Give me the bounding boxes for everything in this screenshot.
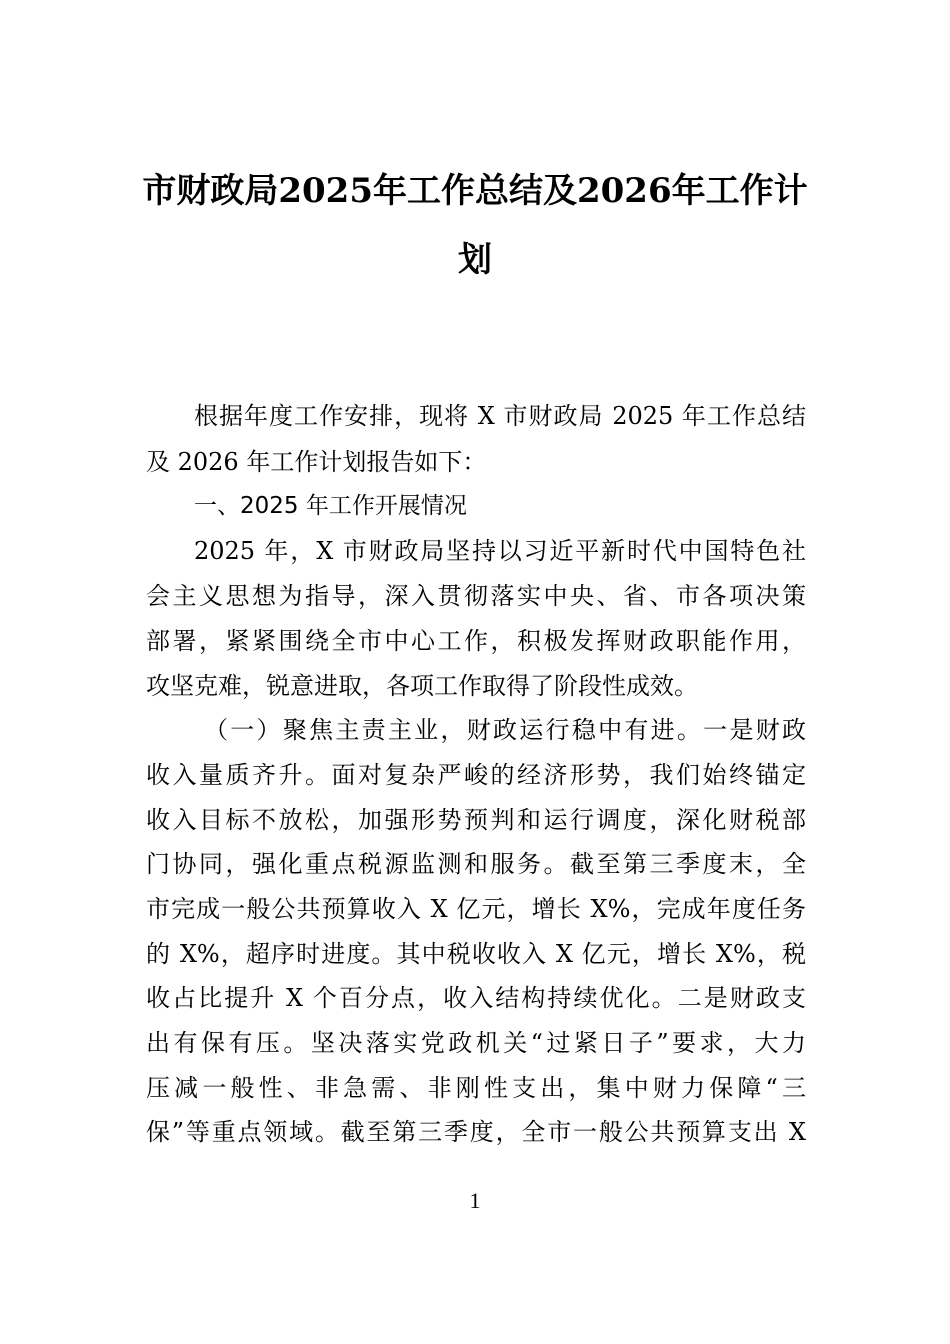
document-title-line-2: 划 (458, 240, 492, 280)
subsection1-paragraph-line-3: 收入目标不放松，加强形势预判和运行调度，深化财税部 (146, 806, 806, 834)
subsection1-paragraph-line-2: 收入量质齐升。面对复杂严峻的经济形势，我们始终锚定 (146, 761, 806, 789)
subsection1-paragraph-line-5: 市完成一般公共预算收入 X 亿元，增长 X%，完成年度任务 (146, 895, 806, 923)
section1-paragraph-line-1: 2025 年，X 市财政局坚持以习近平新时代中国特色社 (194, 537, 806, 565)
section1-paragraph-line-3: 部署，紧紧围绕全市中心工作，积极发挥财政职能作用， (146, 627, 806, 655)
intro-paragraph-line-2: 及 2026 年工作计划报告如下： (146, 448, 487, 476)
subsection1-paragraph-line-4: 门协同，强化重点税源监测和服务。截至第三季度末，全 (146, 850, 806, 878)
subsection1-paragraph-line-6: 的 X%，超序时进度。其中税收收入 X 亿元，增长 X%，税 (146, 940, 806, 968)
intro-paragraph-line-1: 根据年度工作安排，现将 X 市财政局 2025 年工作总结 (194, 402, 806, 430)
page-number: 1 (469, 1188, 481, 1213)
subsection1-paragraph-line-10: 保”等重点领域。截至第三季度，全市一般公共预算支出 X (146, 1118, 806, 1146)
section1-paragraph-line-4: 攻坚克难，锐意进取，各项工作取得了阶段性成效。 (146, 672, 698, 700)
section1-paragraph-line-2: 会主义思想为指导，深入贯彻落实中央、省、市各项决策 (146, 582, 806, 610)
section-heading-1: 一、2025 年工作开展情况 (194, 493, 467, 519)
subsection1-paragraph-line-8: 出有保有压。坚决落实党政机关“过紧日子”要求，大力 (146, 1029, 806, 1057)
document-title-line-1: 市财政局2025年工作总结及2026年工作计 (142, 171, 808, 211)
subsection1-paragraph-line-7: 收占比提升 X 个百分点，收入结构持续优化。二是财政支 (146, 984, 806, 1012)
subsection1-paragraph-line-9: 压减一般性、非急需、非刚性支出，集中财力保障“三 (146, 1074, 806, 1102)
subsection1-paragraph-line-1: （一）聚焦主责主业，财政运行稳中有进。一是财政 (204, 716, 806, 744)
